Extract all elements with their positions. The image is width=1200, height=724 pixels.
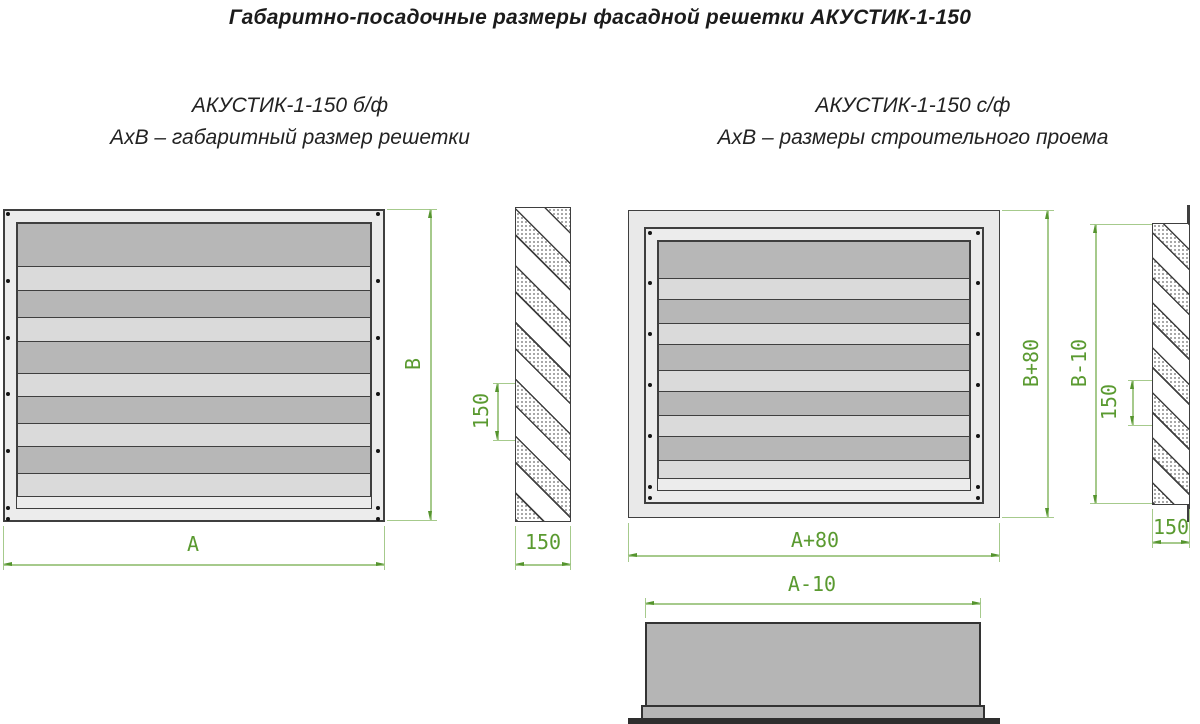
dim-line-a [3,564,385,566]
screw-dot [376,212,380,216]
louver-slat [17,290,371,318]
ext-line [387,520,437,521]
screw-dot [648,383,652,387]
section-view-bf [515,207,571,522]
dim-line-b80 [1047,210,1049,517]
screw-dot [376,336,380,340]
dim-line-pitch-sf [1132,380,1134,425]
louver-slat [17,317,371,343]
louver-slat [17,423,371,448]
screw-dot [6,506,10,510]
louver-slat [17,223,371,267]
louver-slat [658,370,970,393]
ext-line [1128,425,1152,426]
louver-slat [17,396,371,424]
dim-line-a10 [645,603,981,605]
screw-dot [6,392,10,396]
louver-slat [17,373,371,398]
page-title: Габаритно-посадочные размеры фасадной решетки АКУСТИК-1-150 [228,6,972,29]
screw-dot [648,434,652,438]
dim-label-b80: В+80 [1019,338,1043,388]
screw-dot [6,336,10,340]
screw-dot [6,212,10,216]
louver-slats-bf [16,222,372,509]
left-variant-note: АхВ – габаритный размер решетки [110,126,470,149]
screw-dot [376,449,380,453]
screw-dot [976,281,980,285]
screw-dot [976,332,980,336]
louver-slats-sf [657,240,971,491]
screw-dot [648,496,652,500]
dim-line-depth-bf [515,564,571,566]
right-variant-note: АхВ – размеры строительного проема [717,126,1109,149]
louver-slat [658,460,970,479]
louver-slat [658,323,970,346]
ext-line [1090,503,1152,504]
louver-slat [658,241,970,279]
plan-view-body [645,622,981,707]
dim-line-a80 [628,555,1000,557]
louver-slat [17,446,371,474]
ext-line [493,440,515,441]
screw-dot [376,279,380,283]
louver-slat [17,341,371,374]
dim-label-b: В [401,357,425,371]
screw-dot [648,281,652,285]
ext-line [1090,224,1152,225]
dim-label-a10: А-10 [787,572,837,596]
screw-dot [648,231,652,235]
dim-label-depth-sf: 150 [1152,515,1190,539]
louver-slat [658,415,970,438]
louver-slat [658,299,970,324]
dim-label-pitch-sf: 150 [1097,383,1121,421]
flange-edge-top [1187,205,1190,224]
screw-dot [6,449,10,453]
screw-dot [976,485,980,489]
screw-dot [648,332,652,336]
dim-line-b [430,209,432,520]
screw-dot [376,506,380,510]
screw-dot [376,392,380,396]
louver-slat [658,344,970,371]
screw-dot [976,231,980,235]
screw-dot [6,279,10,283]
screw-dot [376,517,380,521]
louver-slat [17,473,371,497]
ext-line [1002,517,1054,518]
screw-dot [6,517,10,521]
screw-dot [648,485,652,489]
dim-label-pitch-bf: 150 [469,392,493,430]
right-variant-caption [663,90,1163,154]
louver-slat [17,266,371,292]
screw-dot [976,383,980,387]
louver-slat [658,436,970,461]
louver-slat [658,278,970,301]
screw-dot [976,434,980,438]
dim-line-depth-sf [1152,542,1190,544]
dim-label-b10: В-10 [1067,338,1091,388]
screw-dot [976,496,980,500]
dim-label-depth-bf: 150 [524,530,562,554]
dim-label-a80: А+80 [790,528,840,552]
louver-slat [658,391,970,416]
left-variant-caption [40,90,540,154]
dim-label-a: А [186,532,200,556]
right-variant-name: АКУСТИК-1-150 с/ф [815,94,1011,117]
plan-view-flange-bar [628,718,1000,724]
dim-line-pitch-bf [497,383,499,440]
left-variant-name: АКУСТИК-1-150 б/ф [191,94,389,117]
section-view-sf [1152,223,1190,505]
